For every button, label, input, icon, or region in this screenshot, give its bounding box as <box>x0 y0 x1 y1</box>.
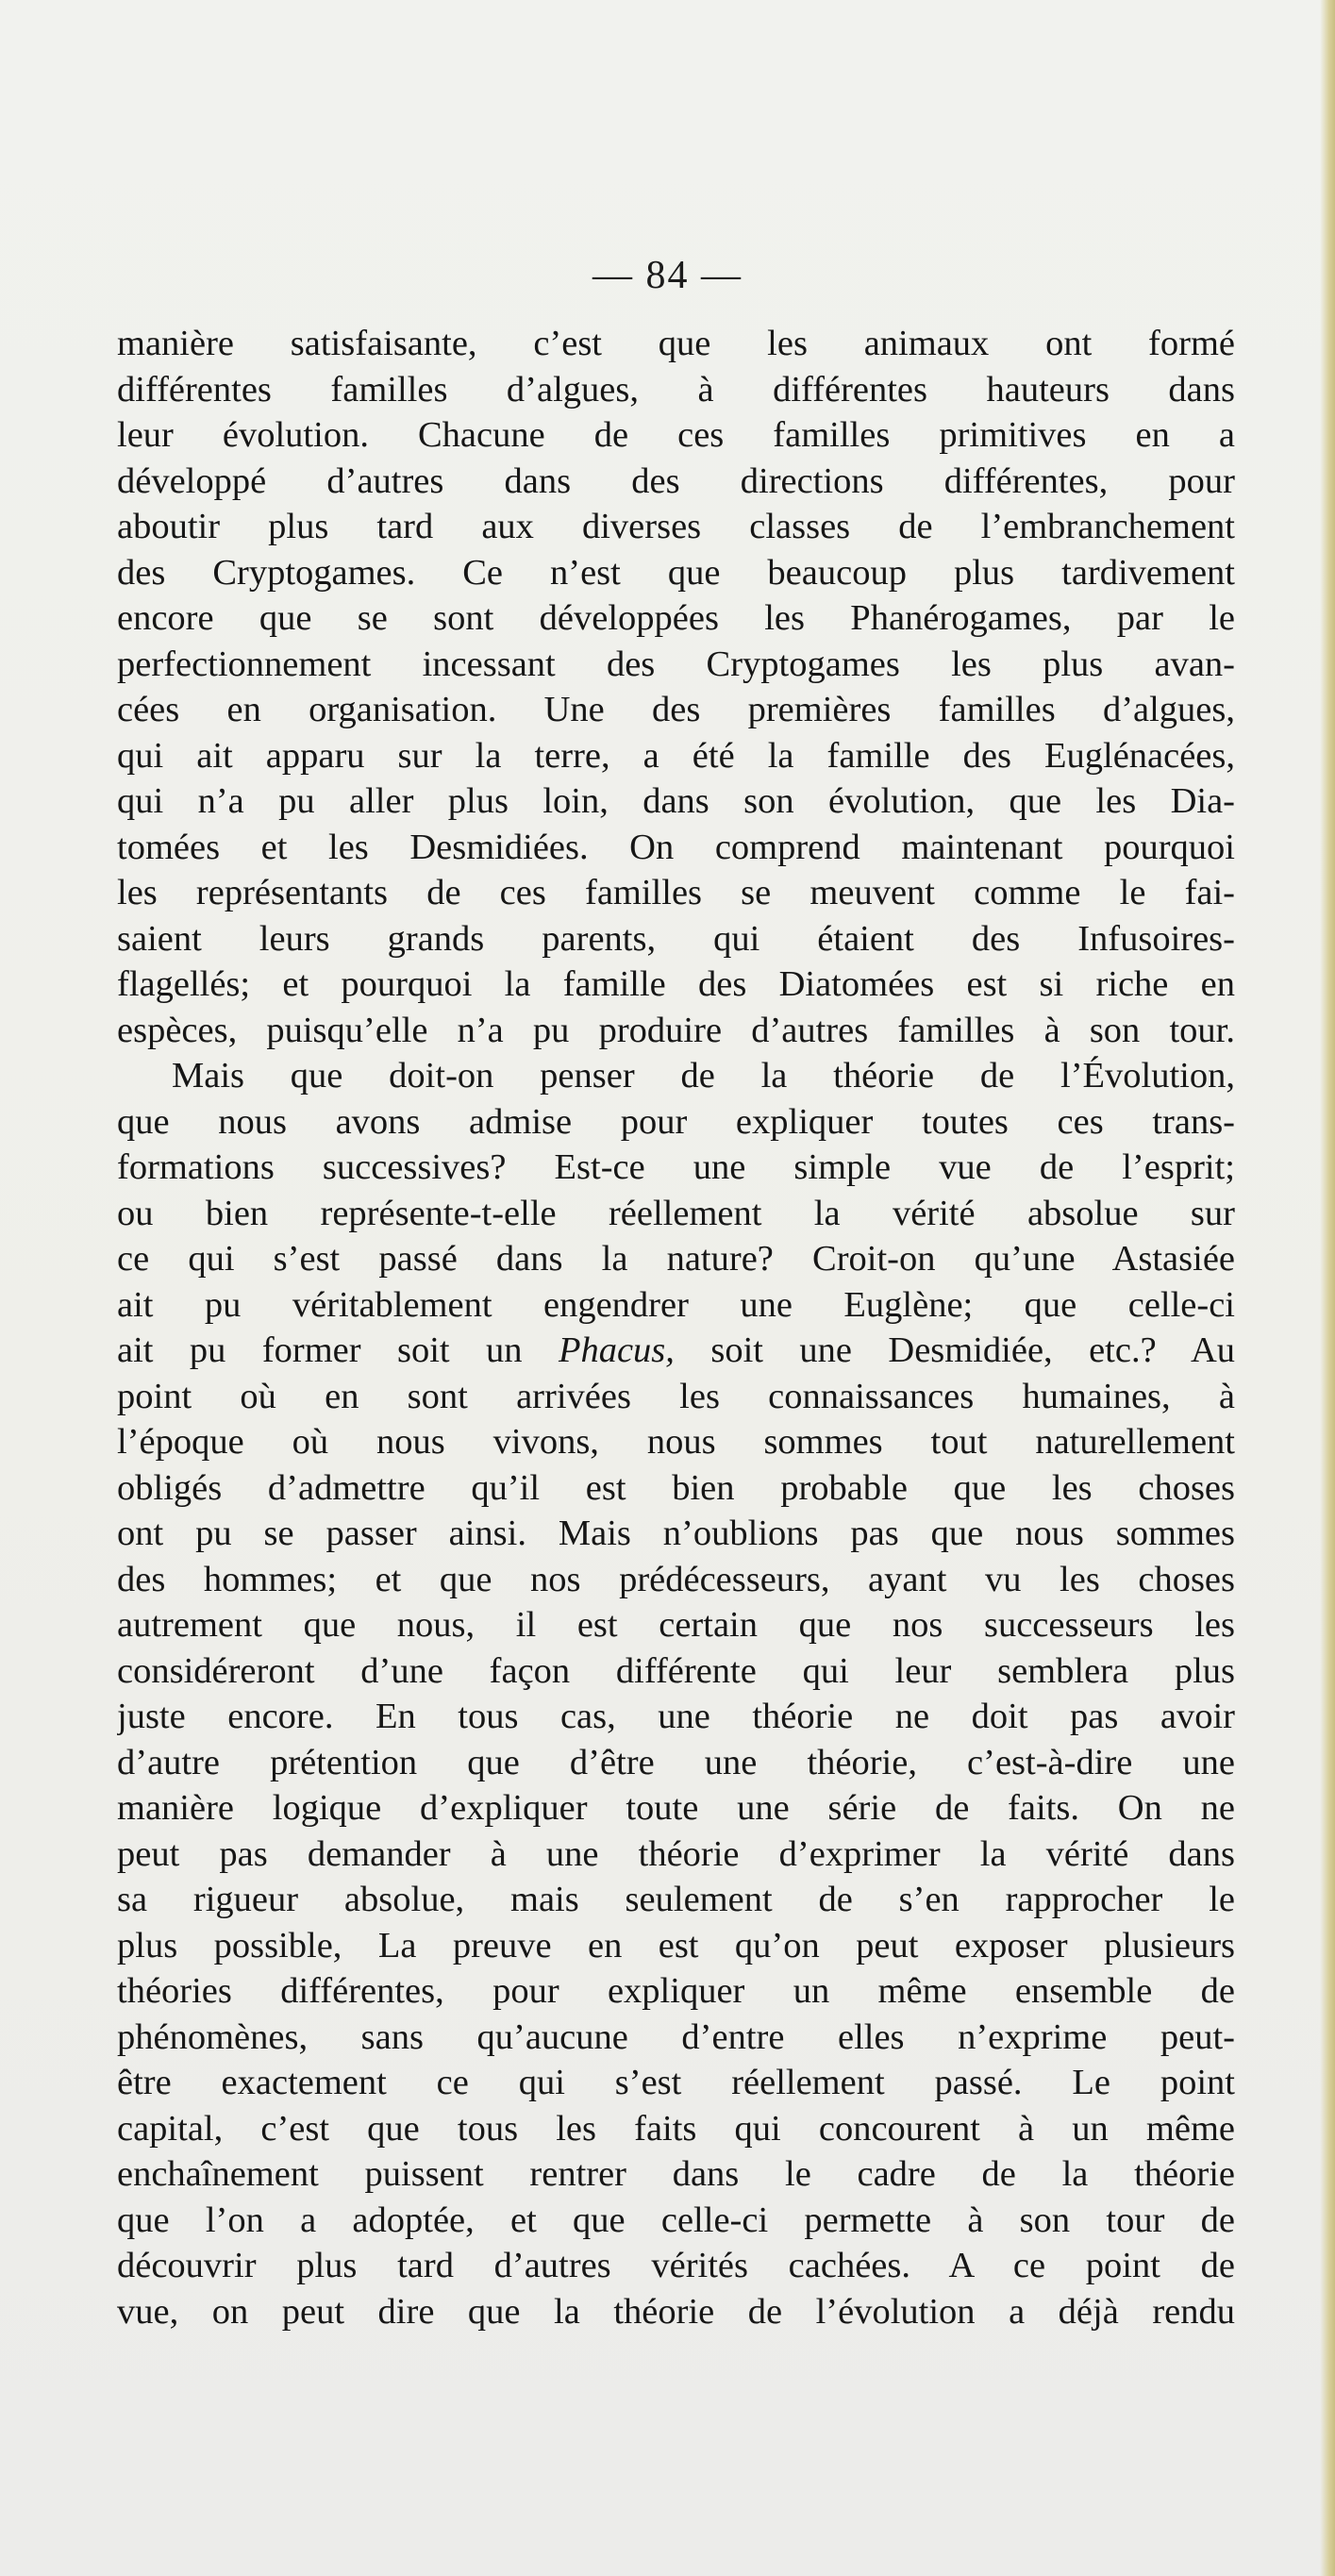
text-line: que nous avons admise pour expliquer toutes ces trans- <box>117 1101 1235 1142</box>
text-line: des Cryptogames. Ce n’est que beaucoup plus tardivement <box>117 552 1235 593</box>
text-line: point où en sont arrivées les connaissances humaines, à <box>117 1376 1235 1416</box>
text-line: manière logique d’expliquer toute une série de faits. On ne <box>117 1788 1235 1828</box>
text-line: vue, on peut dire que la théorie de l’évolution a déjà rendu <box>117 2291 1235 2332</box>
text-line: formations successives? Est-ce une simple vue de l’esprit; <box>117 1147 1235 1187</box>
text-line: plus possible, La preuve en est qu’on peut exposer plusieurs <box>117 1925 1235 1965</box>
text-line: sa rigueur absolue, mais seulement de s’en rapprocher le <box>117 1880 1235 1919</box>
body-text <box>117 321 1235 2334</box>
text-line: juste encore. En tous cas, une théorie ne doit pas avoir <box>117 1697 1235 1736</box>
text-line: capital, c’est que tous les faits qui concourent à un même <box>117 2108 1235 2149</box>
text-line: cées en organisation. Une des premières familles d’algues, <box>117 690 1235 729</box>
italic-term: Phacus, <box>558 1330 675 1370</box>
text-line: ait pu véritablement engendrer une Euglène; que celle-ci <box>117 1284 1235 1325</box>
text-line: obligés d’admettre qu’il est bien probable que les choses <box>117 1467 1235 1508</box>
text-line: ce qui s’est passé dans la nature? Croit-on qu’une Astasiée <box>117 1239 1235 1279</box>
text-line: théories différentes, pour expliquer un même ensemble de <box>117 1971 1235 2011</box>
text-line: manière satisfaisante, c’est que les animaux ont formé <box>117 324 1235 363</box>
text-line: l’époque où nous vivons, nous sommes tout naturellement <box>117 1422 1235 1462</box>
page-number: — 84 — <box>592 254 743 297</box>
text-line: considéreront d’une façon différente qui leur semblera plus <box>117 1650 1235 1691</box>
text-line: des hommes; et que nos prédécesseurs, ayant vu les choses <box>117 1559 1235 1599</box>
text-line: Mais que doit-on penser de la théorie de l’Évolution, <box>172 1056 1235 1096</box>
text-line: saient leurs grands parents, qui étaient des Infusoires- <box>117 918 1235 959</box>
text-line: espèces, puisqu’elle n’a pu produire d’autres familles à son tour. <box>117 1010 1235 1050</box>
text-segment: soit une Desmidiée, etc.? Au <box>674 1330 1235 1370</box>
text-line: différentes familles d’algues, à différentes hauteurs dans <box>117 369 1235 410</box>
text-line: que l’on a adoptée, et que celle-ci permette à son tour de <box>117 2200 1235 2240</box>
text-segment: ait pu former soit un <box>117 1330 559 1370</box>
text-line: qui ait apparu sur la terre, a été la famille des Euglénacées, <box>117 735 1235 776</box>
text-line: flagellés; et pourquoi la famille des Diatomées est si riche en <box>117 964 1235 1004</box>
text-line: phénomènes, sans qu’aucune d’entre elles n’exprime peut- <box>117 2016 1235 2057</box>
text-line-with-italic <box>117 1328 1235 1374</box>
text-line: ont pu se passer ainsi. Mais n’oublions pas que nous sommes <box>117 1514 1235 1553</box>
text-line: qui n’a pu aller plus loin, dans son évolution, que les Dia- <box>117 781 1235 821</box>
text-line: d’autre prétention que d’être une théorie, c’est-à-dire une <box>117 1742 1235 1782</box>
text-line: développé d’autres dans des directions différentes, pour <box>117 460 1235 501</box>
text-line: ou bien représente-t-elle réellement la vérité absolue sur <box>117 1193 1235 1233</box>
text-line: peut pas demander à une théorie d’exprimer la vérité dans <box>117 1833 1235 1874</box>
text-line: aboutir plus tard aux diverses classes de l’embranchement <box>117 507 1235 546</box>
text-line: encore que se sont développées les Phanérogames, par le <box>117 598 1235 638</box>
paragraph-1 <box>117 321 1235 1053</box>
text-line: perfectionnement incessant des Cryptogames les plus avan- <box>117 644 1235 684</box>
text-line: leur évolution. Chacune de ces familles primitives en a <box>117 415 1235 455</box>
page-edge <box>1320 0 1335 2576</box>
text-line: les représentants de ces familles se meuvent comme le fai- <box>117 873 1235 912</box>
text-line: autrement que nous, il est certain que nos successeurs les <box>117 1605 1235 1645</box>
paragraph-2 <box>117 1053 1235 2334</box>
text-line: enchaînement puissent rentrer dans le cadre de la théorie <box>117 2154 1235 2194</box>
text-line: être exactement ce qui s’est réellement passé. Le point <box>117 2063 1235 2102</box>
text-line: découvrir plus tard d’autres vérités cachées. A ce point de <box>117 2246 1235 2285</box>
text-line: tomées et les Desmidiées. On comprend maintenant pourquoi <box>117 827 1235 867</box>
